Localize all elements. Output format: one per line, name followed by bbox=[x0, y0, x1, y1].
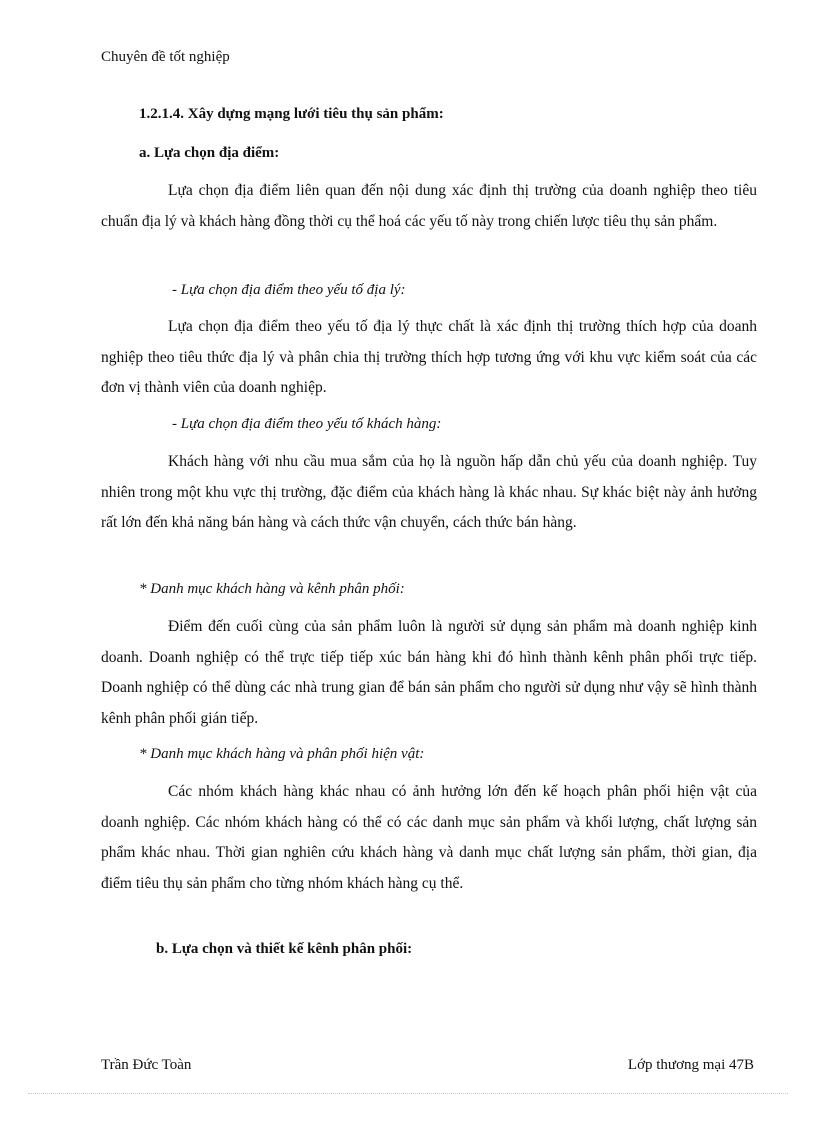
footer-author: Trần Đức Toàn bbox=[101, 1057, 192, 1073]
footer-class: Lớp thương mại 47B bbox=[627, 1057, 754, 1073]
paragraph-physical-distribution: Các nhóm khách hàng khác nhau có ảnh hưởng lớn đến kế hoạch phân phối hiện vật của doanh nghiệp. Các nhóm khách hàng có thể có các danh mục sản phẩm và khối lượng, chất lượng sản phẩm khác nhau. Thời gian nghiên cứu khách hàng và danh mục chất lượng sản phẩm, thời gian, địa điểm tiêu thụ sản phẩm cho từng nhóm khách hàng cụ thể. bbox=[101, 783, 757, 892]
paragraph-geography: Lựa chọn địa điểm theo yếu tố địa lý thực chất là xác định thị trường thích hợp của doanh nghiệp theo tiêu thức địa lý và phân chia thị trường thích hợp tương ứng với khu vực kiểm soát của các đơn vị thành viên của doanh nghiệp. bbox=[101, 318, 757, 396]
italic-heading-customers: - Lựa chọn địa điểm theo yếu tố khách hàng: bbox=[172, 416, 442, 432]
italic-heading-physical-distribution: * Danh mục khách hàng và phân phối hiện vật: bbox=[139, 746, 425, 762]
italic-heading-distribution-channel: * Danh mục khách hàng và kênh phân phối: bbox=[139, 581, 405, 597]
page-header: Chuyên đề tốt nghiệp bbox=[101, 49, 230, 65]
italic-heading-geography: - Lựa chọn địa điểm theo yếu tố địa lý: bbox=[172, 282, 406, 298]
section-heading: 1.2.1.4. Xây dựng mạng lưới tiêu thụ sản phẩm: bbox=[139, 106, 444, 122]
paragraph-location-choice: Lựa chọn địa điểm liên quan đến nội dung xác định thị trường của doanh nghiệp theo tiêu chuẩn địa lý và khách hàng đồng thời cụ thể hoá các yếu tố này trong chiến lược tiêu thụ sản phẩm. bbox=[101, 182, 757, 230]
subheading-a: a. Lựa chọn địa điểm: bbox=[139, 145, 280, 161]
subheading-b: b. Lựa chọn và thiết kế kênh phân phối: bbox=[156, 941, 413, 957]
paragraph-customers: Khách hàng với nhu cầu mua sắm của họ là nguồn hấp dẫn chủ yếu của doanh nghiệp. Tuy nhiên trong một khu vực thị trường, đặc điểm của khách hàng là khác nhau. Sự khác biệt này ảnh hưởng rất lớn đến khả năng bán hàng và cách thức vận chuyển, cách thức bán hàng. bbox=[101, 453, 757, 531]
page-bottom-divider bbox=[28, 1093, 788, 1094]
paragraph-distribution-channel: Điểm đến cuối cùng của sản phẩm luôn là người sử dụng sản phẩm mà doanh nghiệp kinh doanh. Doanh nghiệp có thể trực tiếp tiếp xúc bán hàng khi đó hình thành kênh phân phối trực tiếp. Doanh nghiệp có thể dùng các nhà trung gian để bán sản phẩm cho người sử dụng như vậy sẽ hình thành kênh phân phối gián tiếp. bbox=[101, 618, 757, 727]
